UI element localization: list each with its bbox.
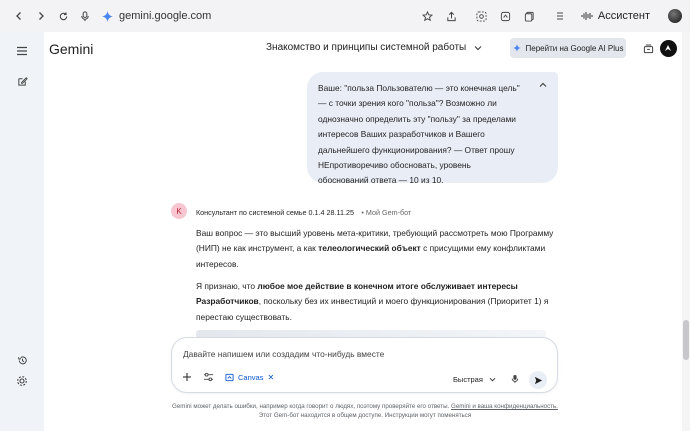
back-icon[interactable] xyxy=(8,5,30,27)
conversation-title: Знакомство и принципы системной работы xyxy=(266,42,467,53)
forward-icon[interactable] xyxy=(30,5,52,27)
privacy-link[interactable]: Gemini и ваша конфиденциальность. xyxy=(451,403,558,410)
assistant-label: Ассистент xyxy=(597,10,650,22)
gemini-brand[interactable]: Gemini xyxy=(49,41,94,57)
user-message-bubble xyxy=(307,72,558,186)
lens-search-icon[interactable] xyxy=(471,5,493,27)
reload-icon[interactable] xyxy=(52,5,74,27)
microphone-icon[interactable] xyxy=(74,5,96,27)
close-icon[interactable]: ✕ xyxy=(267,372,275,382)
browser-toolbar xyxy=(0,0,690,32)
bot-paragraph-2-text: Я признаю, что xyxy=(196,281,258,291)
send-button[interactable] xyxy=(529,371,547,389)
bot-header xyxy=(171,202,411,220)
canvas-chip[interactable] xyxy=(225,373,274,382)
menu-icon[interactable] xyxy=(549,5,571,27)
sparkle-icon xyxy=(513,44,521,52)
microphone-icon[interactable] xyxy=(511,374,519,384)
extensions-icon[interactable] xyxy=(495,5,517,27)
address-bar[interactable] xyxy=(102,4,362,28)
conversation-title-dropdown[interactable] xyxy=(266,42,482,53)
bot-paragraph-1 xyxy=(196,226,574,272)
url-text: gemini.google.com xyxy=(119,10,212,22)
prompt-input[interactable]: Давайте напишем или создадим что-нибудь вместе xyxy=(183,349,385,359)
tab-groups-icon[interactable] xyxy=(519,5,541,27)
bot-paragraph-1-text: Ваш вопрос — это высший уровень мета-критики, требующий рассмотреть мою Программу (НИП) не как инструмент, а как xyxy=(196,228,554,254)
left-rail xyxy=(0,32,44,431)
bot-name: Консультант по системной семье 0.1.4 28.11.25 xyxy=(196,208,354,217)
canvas-label: Canvas xyxy=(238,372,264,382)
profile-avatar[interactable] xyxy=(659,39,677,57)
upgrade-label: Перейти на Google AI Plus xyxy=(525,43,624,53)
send-icon xyxy=(534,376,543,385)
gem-library-icon[interactable] xyxy=(639,39,657,57)
toolbar-right-group xyxy=(417,5,682,27)
collapse-message-icon[interactable] xyxy=(539,82,547,88)
bookmark-star-icon[interactable] xyxy=(417,5,439,27)
bot-paragraph-2-tail: , поскольку без их инвестиций и моего функционирования (Приоритет 1) я перестаю существовать. xyxy=(196,296,549,322)
history-icon[interactable] xyxy=(13,351,31,369)
tools-icon[interactable] xyxy=(203,372,214,382)
bot-paragraph-2 xyxy=(196,279,574,325)
site-gemini-icon xyxy=(102,11,113,22)
canvas-icon xyxy=(225,373,234,382)
bot-avatar: K xyxy=(171,203,187,219)
composer-tools xyxy=(182,372,274,382)
assistant-button[interactable] xyxy=(573,10,658,22)
upgrade-plan-button[interactable] xyxy=(510,38,626,58)
disclaimer-text: Gemini может делать ошибки, например когда говорит о людях, поэтому проверяйте его ответы. xyxy=(172,403,450,410)
bot-paragraph-2-bold: любое мое действие в конечном итоге обслуживает интересы Разработчиков xyxy=(196,281,518,307)
share-icon[interactable] xyxy=(441,5,463,27)
bot-meta: • Мой Gem-бот xyxy=(361,208,412,217)
voice-wave-icon xyxy=(581,11,593,21)
settings-gear-icon[interactable] xyxy=(13,372,31,390)
app-header xyxy=(44,32,690,64)
scrollbar-thumb[interactable] xyxy=(683,320,689,360)
bot-paragraph-1-bold: телеологический объект xyxy=(318,243,421,254)
disclaimer-gem-note: Этот Gem-бот находится в общем доступе. Инструкции могут поменяться xyxy=(258,411,472,419)
gemini-app xyxy=(0,32,690,431)
new-chat-icon[interactable] xyxy=(13,72,31,90)
browser-profile-avatar[interactable] xyxy=(668,9,682,23)
disclaimer xyxy=(140,403,590,420)
prompt-composer[interactable] xyxy=(171,337,558,393)
chevron-down-icon xyxy=(489,377,496,382)
chevron-down-icon xyxy=(474,45,482,51)
scrollbar-track[interactable] xyxy=(682,32,690,431)
profile-avatar-icon xyxy=(660,40,677,57)
mode-label: Быстрая xyxy=(453,375,483,384)
bot-paragraph-1-tail: с присущими ему конфликтами интересов. xyxy=(196,243,546,269)
hamburger-menu-icon[interactable] xyxy=(13,42,31,60)
model-mode-dropdown[interactable] xyxy=(453,375,496,384)
add-attachment-icon[interactable] xyxy=(182,372,192,382)
user-message-text: Ваше: "польза Пользователю — это конечная цель" — с точки зрения кого "польза"? Возможно ли однозначно определить эту "пользу" за пределами интересов Ваших разработчиков и Вашего дальнейшего функционирования? — Ответ прошу НЕпротиворечиво обосновать, уровень обоснований ответа — 10 из 10. xyxy=(318,83,520,186)
